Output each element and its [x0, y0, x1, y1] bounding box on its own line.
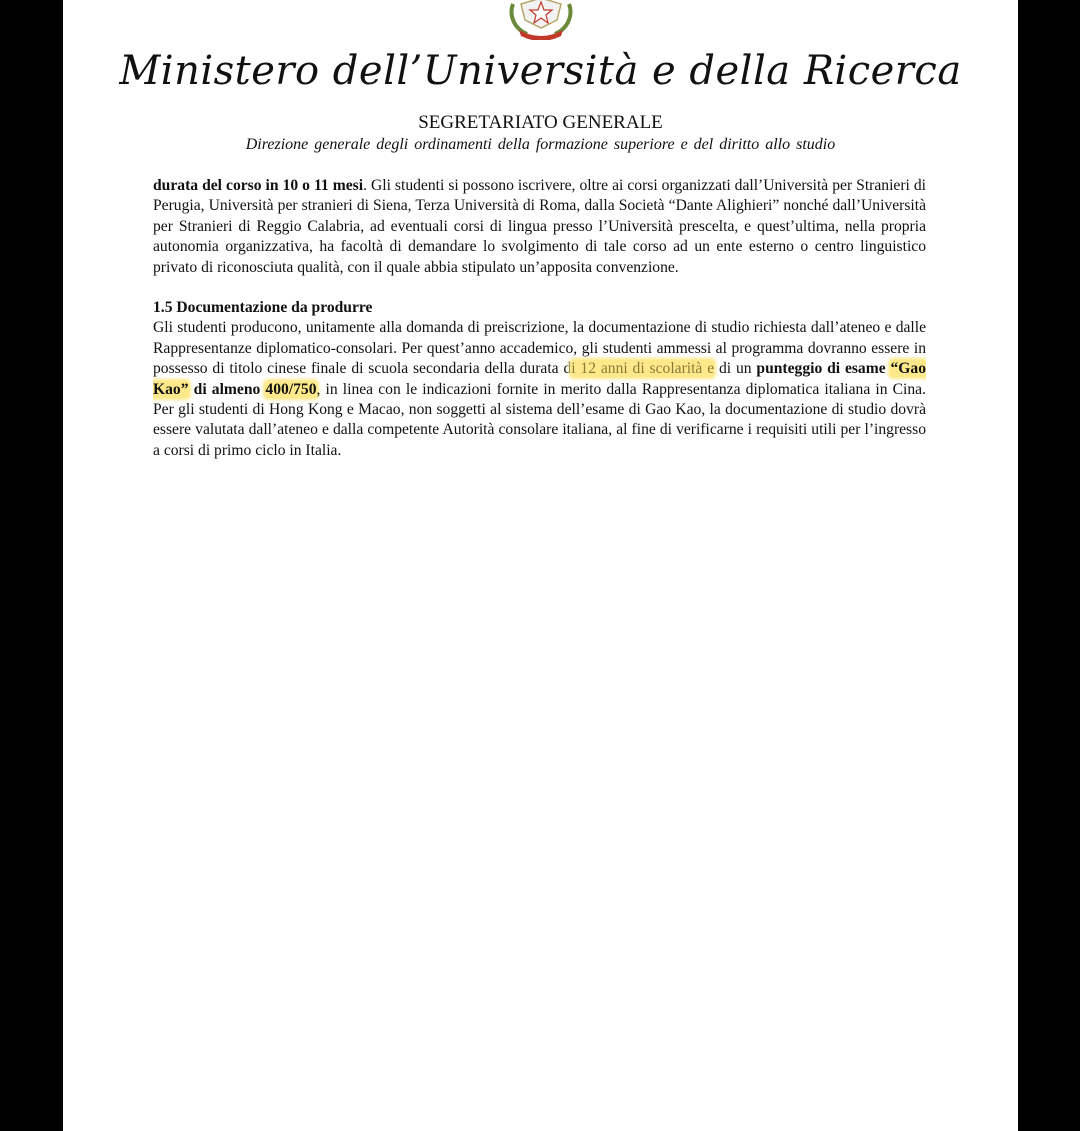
highlight-score-400-750: 400/750 [265, 380, 317, 398]
paragraph-text: . Gli studenti si possono iscrivere, oltre ai corsi organizzati dall’Università per Stranieri di Perugia, Università per stranieri di Siena, Terza Università di Roma, dalla Società “Dante Alighieri” nonché dall’Università per Stranieri di Reggio Calabria, ad eventuali corsi di lingua presso l’Università prescelta, e quest’ultima, nella propria autonomia organizzativa, ha facoltà di demandare lo svolgimento di tale corso ad un ente esterno o centro linguistico privato di riconosciuta qualità, con il quale abbia stipulato un’apposita convenzione. [153, 177, 927, 276]
direction-subtitle: Direzione generale degli ordinamenti della formazione superiore e del diritto allo studio [245, 136, 836, 153]
bold-at-least: di almeno [188, 380, 266, 398]
section-text: , in linea con le indicazioni fornite in merito dalla Rappresentanza diplomatica italiana in Cina. Per gli studenti di Hong Kong e Macao, non soggetti al sistema dell’esame di Gao Kao, la documentazione di studio dovrà essere valutata dall’ateneo e dalla competente Autorità consolare italiana, al fine di verificarne i requisiti utili per l’ingresso a corsi di primo ciclo in Italia. [153, 380, 926, 459]
section-heading: 1.5 Documentazione da produrre [153, 299, 373, 317]
section-documentation [153, 298, 926, 461]
ministry-title: Ministero dell’Università e della Ricerca [119, 48, 962, 94]
bold-course-duration: durata del corso in 10 o 11 mesi [153, 177, 364, 194]
bold-exam-score: punteggio di esame [756, 360, 891, 378]
document-body [153, 176, 926, 461]
svg-text:·: · [540, 34, 542, 38]
italian-republic-emblem-icon [507, 0, 575, 40]
highlight-gao-kao: “Gao Kao” [153, 360, 927, 398]
highlight-12-years: i 12 anni di scolarità e [571, 360, 715, 378]
secretariat-heading: SEGRETARIATO GENERALE [418, 112, 663, 133]
section-text: di un [714, 360, 757, 378]
section-text: Gli studenti producono, unitamente alla domanda di preiscrizione, la documentazione di studio richiesta dall’ateneo e dalle Rappresentanze diplomatico-consolari. Per quest’anno accademico, gli studenti ammessi al programma dovranno essere in possesso di titolo cinese finale di scuola secondaria della durata d [153, 319, 926, 378]
paragraph-course-duration [153, 176, 926, 278]
document-page [63, 0, 1018, 1131]
